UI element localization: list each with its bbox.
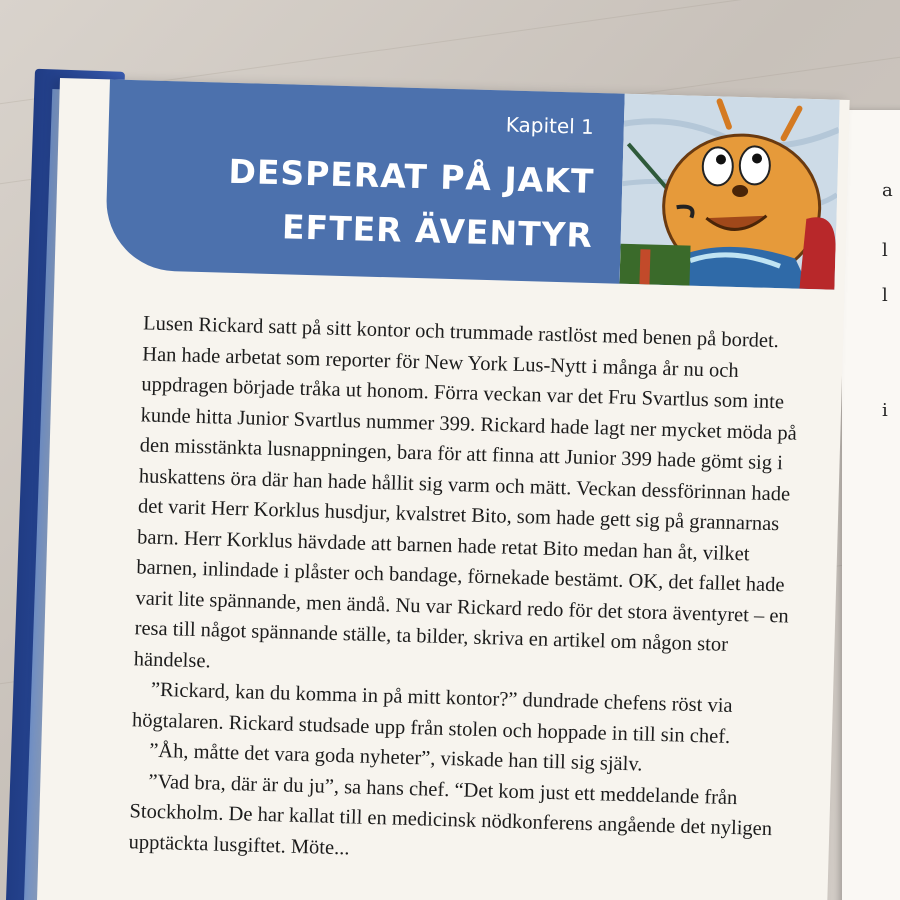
- paragraph: Lusen Rickard satt på sitt kontor och trummade rastlöst med benen på bordet. Han hade arbetat som reporter för New York Lus-Nytt i många år nu och uppdragen började tråka ut honom. Förra veckan var det Fru Svartlus som inte kunde hitta Junior Svartlus nummer 399. Rickard hade lagt ner mycket möda på den misstänkta lusnappningen, bara för att finna att Junior 399 hade gömt sig i huskattens öra där han hade hållit sig varm och mätt. Veckan dessförinnan hade det varit Herr Korklus husdjur, kvalstret Bito, som hade gett sig på grannarnas barn. Herr Korklus hävdade att barnen hade retat Bito medan han åt, vilket barnen, inlindade i plåster och bandage, förnekade bestämt. OK, det fallet hade varit lite spännande, men ändå. Nu var Rickard redo för det stora äventyret – en resa till något spännande ställe, ta bilder, skriva en artikel om någon stor händelse.: [133, 312, 798, 672]
- next-page-glyph: i: [882, 400, 888, 421]
- next-page-glyph: l: [882, 285, 888, 306]
- chapter-title-line-1: DESPERAT PÅ JAKT: [227, 151, 595, 201]
- chapter-label: Kapitel 1: [505, 112, 595, 139]
- next-page-edge: [842, 110, 900, 900]
- chapter-body-text: [128, 308, 808, 875]
- chapter-title-line-2: EFTER ÄVENTYR: [281, 207, 594, 255]
- next-page-glyph: a: [882, 180, 893, 201]
- chapter-title: [172, 143, 595, 263]
- next-page-glyph: l: [882, 240, 888, 261]
- paragraph: ”Rickard, kan du komma in på mitt kontor?” dundrade chefens röst via högtalaren. Rickard studsade upp från stolen och hoppade in till sin chef.: [131, 678, 733, 748]
- chapter-banner: [105, 79, 625, 283]
- cartoon-louse-illustration: [619, 94, 839, 290]
- louse-character-icon: [619, 94, 839, 290]
- book-page: [36, 78, 850, 900]
- paragraph: ”Vad bra, där är du ju”, sa hans chef. “Det kom just ett meddelande från Stockholm. De har kallat till en medicinsk nödkonferens angående det nyligen upptäckta lusgiftet. Möte...: [128, 770, 773, 859]
- paragraph: ”Åh, måtte det vara goda nyheter”, viskade han till sig själv.: [148, 739, 643, 776]
